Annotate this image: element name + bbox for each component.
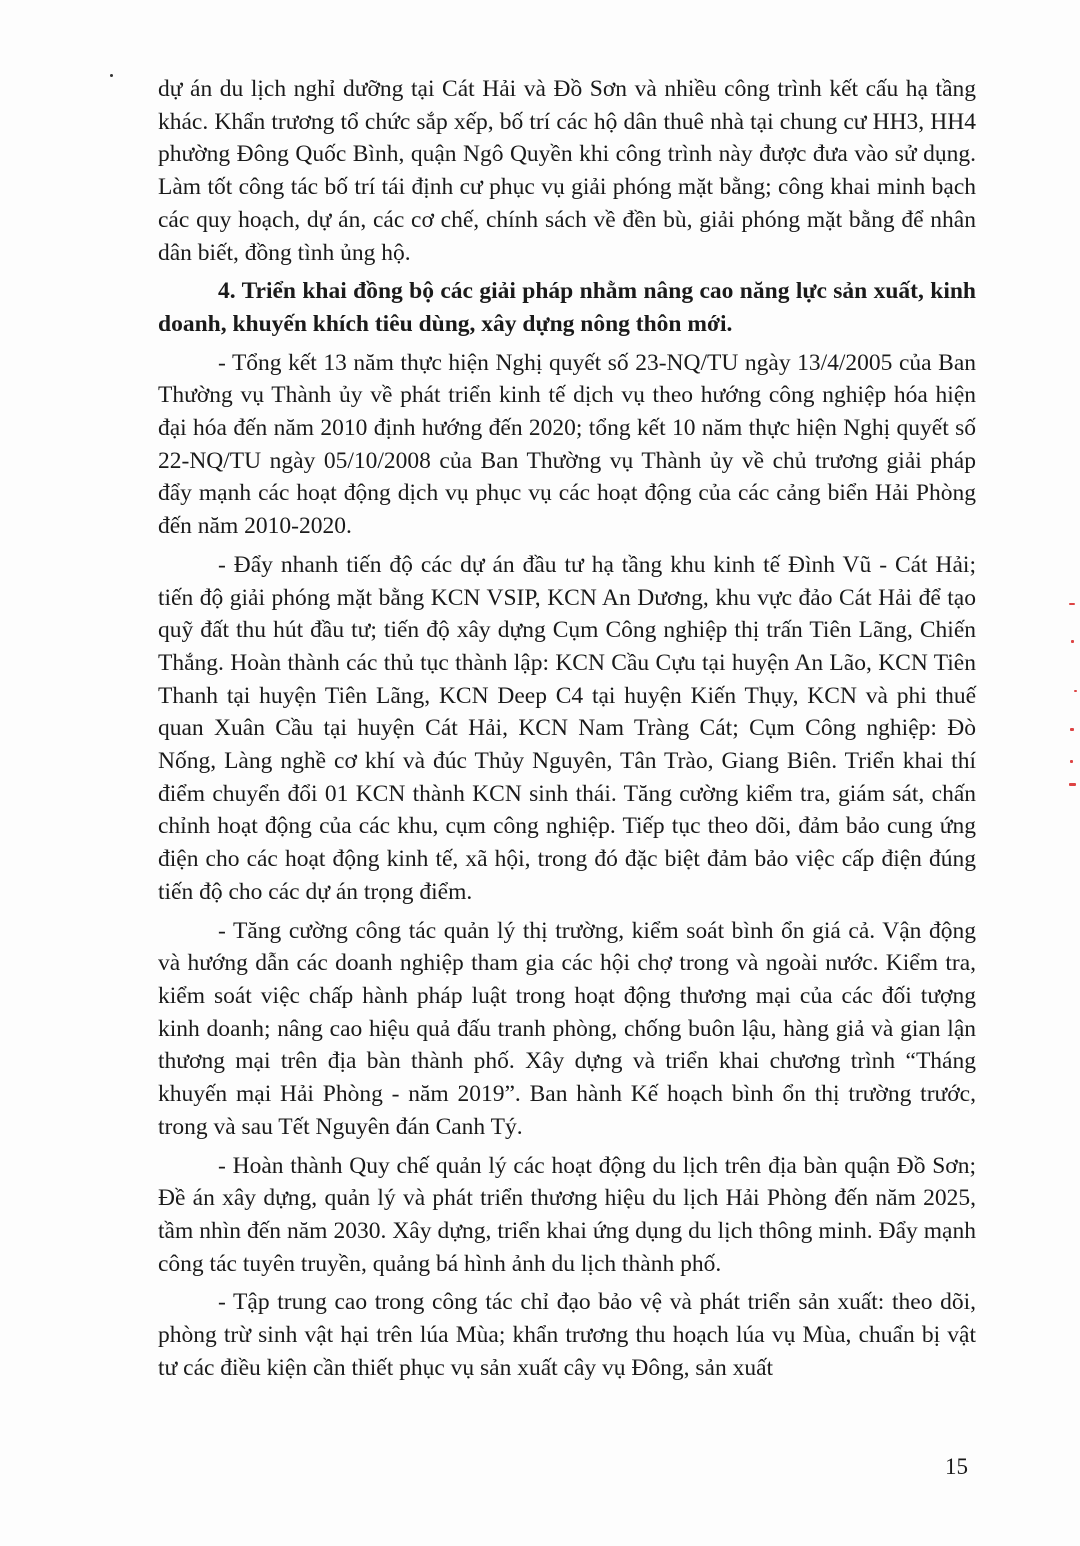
stamp-mark [1070, 760, 1073, 763]
stamp-mark [1069, 603, 1075, 605]
paragraph-du-lich: - Hoàn thành Quy chế quản lý các hoạt động du lịch trên địa bàn quận Đồ Sơn; Đề án xây dựng, quản lý và phát triển thương hiệu du lịch Hải Phòng đến năm 2025, tầm nhìn đến năm 2030. Xây dựng, triển khai ứng dụng du lịch thông minh. Đẩy mạnh công tác tuyên truyền, quảng bá hình ảnh du lịch thành phố. [158, 1152, 976, 1277]
stamp-mark [1074, 690, 1077, 692]
page-number: 15 [945, 1454, 968, 1479]
paragraph-tong-ket: - Tổng kết 13 năm thực hiện Nghị quyết số 23-NQ/TU ngày 13/4/2005 của Ban Thường vụ Thành ủy về phát triển kinh tế dịch vụ theo hướng công nghiệp hóa hiện đại hóa đến năm 2010 định hướng đến 2020; tổng kết 10 năm thực hiện Nghị quyết số 22-NQ/TU ngày 05/10/2008 của Ban Thường vụ Thành ủy về chủ trương giải pháp đẩy mạnh các hoạt động dịch vụ phục vụ các hoạt động của các cảng biển Hải Phòng đến năm 2010-2020. [158, 349, 976, 540]
scan-speck [110, 74, 113, 77]
paragraph-day-nhanh: - Đẩy nhanh tiến độ các dự án đầu tư hạ tầng khu kinh tế Đình Vũ - Cát Hải; tiến độ giải phóng mặt bằng KCN VSIP, KCN An Dương, khu vực đảo Cát Hải để tạo quỹ đất thu hút đầu tư; tiến độ xây dựng Cụm Công nghiệp thị trấn Tiên Lãng, Chiến Thắng. Hoàn thành các thủ tục thành lập: KCN Cầu Cựu tại huyện An Lão, KCN Tiên Thanh tại huyện Tiên Lãng, KCN Deep C4 tại huyện Kiến Thụy, KCN và phi thuế quan Xuân Cầu tại huyện Cát Hải, KCN Nam Tràng Cát; Cụm Công nghiệp: Đò Nống, Làng nghề cơ khí và đúc Thủy Nguyên, Tân Trào, Giang Biên. Triển khai thí điểm chuyển đổi 01 KCN thành KCN sinh thái. Tăng cường kiểm tra, giám sát, chấn chỉnh hoạt động của các khu, cụm công nghiệp. Tiếp tục theo dõi, đảm bảo cung ứng điện cho các hoạt động kinh tế, xã hội, trong đó đặc biệt đảm bảo việc cấp điện đúng tiến độ cho các dự án trọng điểm. [158, 551, 976, 905]
paragraph-continuation: dự án du lịch nghỉ dưỡng tại Cát Hải và Đồ Sơn và nhiều công trình kết cấu hạ tầng khác. Khẩn trương tổ chức sắp xếp, bố trí các hộ dân thuê nhà tại chung cư HH3, HH4 phường Đông Quốc Bình, quận Ngô Quyền khi công trình này được đưa vào sử dụng. Làm tốt công tác bố trí tái định cư phục vụ giải phóng mặt bằng; công khai minh bạch các quy hoạch, dự án, các cơ chế, chính sách về đền bù, giải phóng mặt bằng để nhân dân biết, đồng tình ủng hộ. [158, 76, 976, 266]
paragraph-san-xuat: - Tập trung cao trong công tác chỉ đạo bảo vệ và phát triển sản xuất: theo dõi, phòng trừ sinh vật hại trên lúa Mùa; khẩn trương thu hoạch lúa vụ Mùa, chuẩn bị vật tư các điều kiện cần thiết phục vụ sản xuất cây vụ Đông, sản xuất [158, 1289, 976, 1381]
document-body [158, 73, 976, 1390]
section-heading-4: 4. Triển khai đồng bộ các giải pháp nhằm nâng cao năng lực sản xuất, kinh doanh, khuyến khích tiêu dùng, xây dựng nông thôn mới. [158, 278, 976, 337]
stamp-mark [1069, 783, 1076, 786]
stamp-mark [1070, 728, 1074, 731]
stamp-mark [1071, 640, 1074, 643]
paragraph-thi-truong: - Tăng cường công tác quản lý thị trường, kiểm soát bình ổn giá cả. Vận động và hướng dẫn các doanh nghiệp tham gia các hội chợ trong và ngoài nước. Kiểm tra, kiểm soát việc chấp hành pháp luật trong hoạt động thương mại của các đối tượng kinh doanh; nâng cao hiệu quả đấu tranh phòng, chống buôn lậu, hàng giả và gian lận thương mại trên địa bàn thành phố. Xây dựng và triển khai chương trình “Tháng khuyến mại Hải Phòng - năm 2019”. Ban hành Kế hoạch bình ổn thị trường trước, trong và sau Tết Nguyên đán Canh Tý. [158, 917, 976, 1140]
